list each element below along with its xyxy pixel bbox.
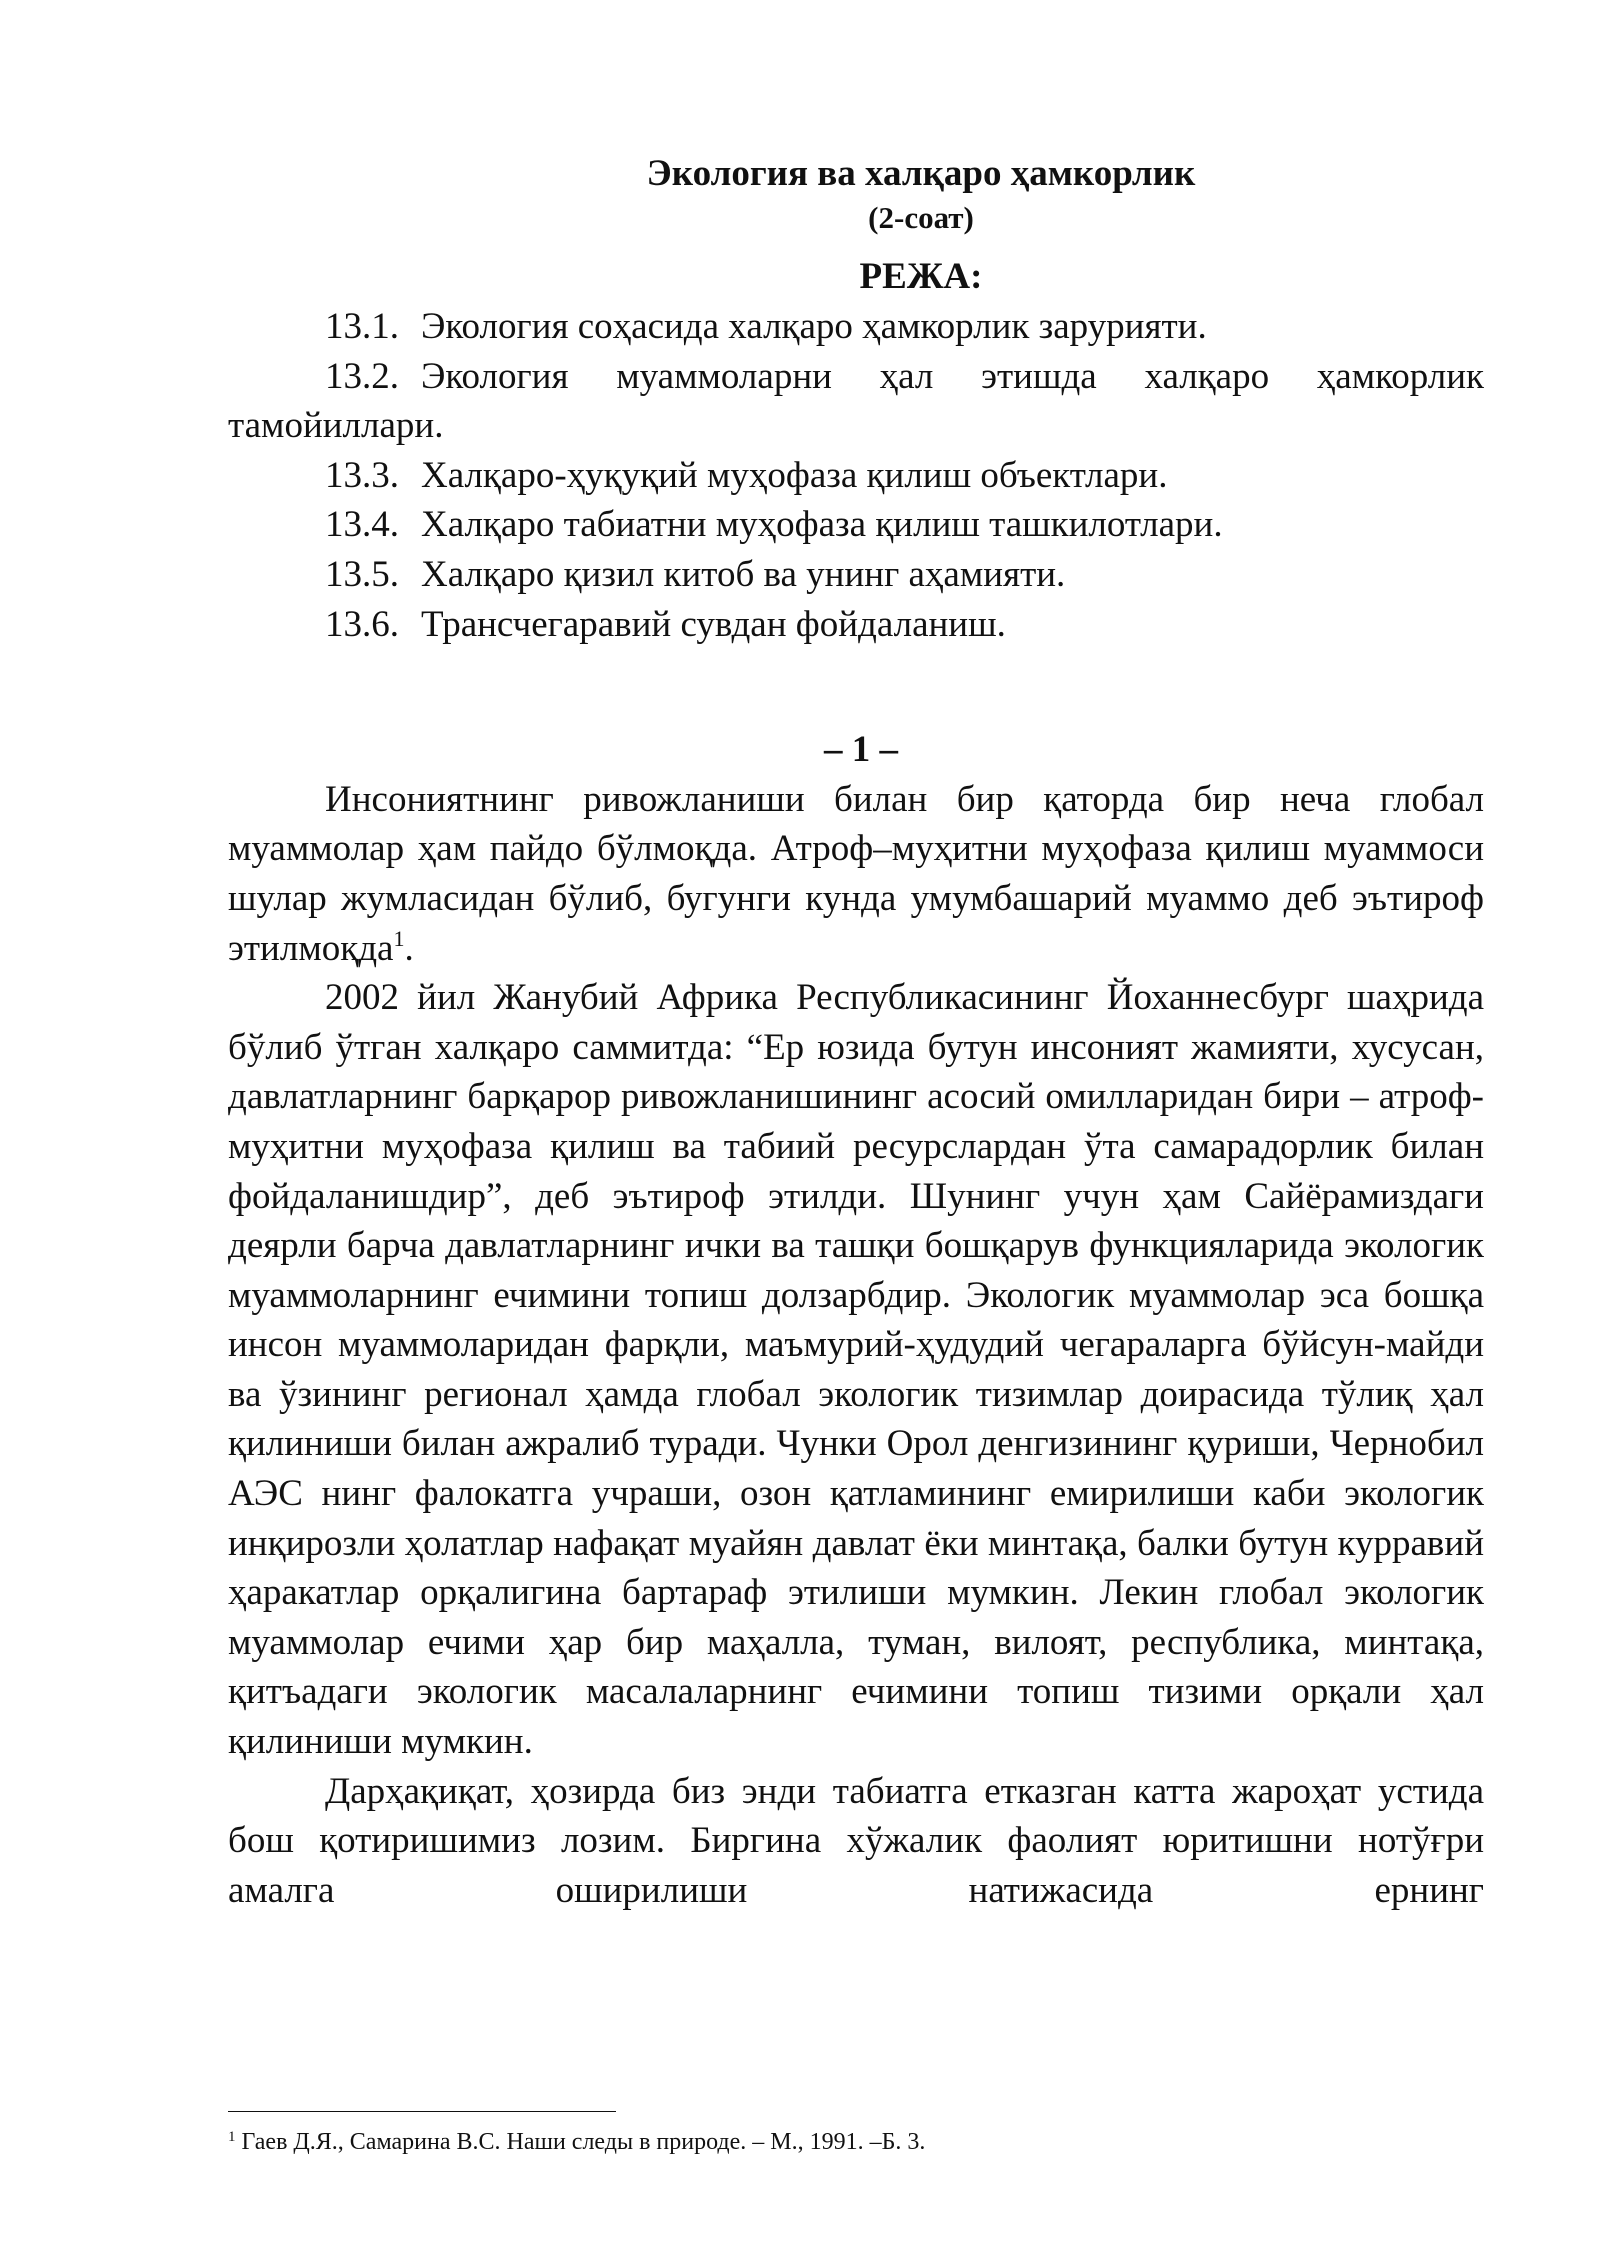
plan-item-text: Халқаро қизил китоб ва унинг аҳамияти. bbox=[421, 553, 1066, 595]
plan-item bbox=[228, 451, 1484, 501]
plan-item-number: 13.1. bbox=[325, 306, 399, 347]
page-title: Экология ва халқаро ҳамкорлик bbox=[646, 153, 1196, 194]
plan-item-text: Трансчегаравий сувдан фойдаланиш. bbox=[421, 603, 1006, 645]
section-number: – 1 – bbox=[824, 729, 898, 771]
body-paragraph: Дарҳақиқат, ҳозирда биз энди табиатга етказган катта жароҳат устида бош қотиришимиз лозим. Биргина хўжалик фаолият юритишни нотўғри амалга оширилиши натижасида ернинг bbox=[228, 1770, 1484, 1911]
paragraph-text: Инсониятнинг ривожланиши билан бир қаторда бир неча глобал муаммолар ҳам пайдо бўлмоқда. Атроф–муҳитни муҳофаза қилиш муаммоси шулар жумласидан бўлиб, бугунги кунда умумбашарий муаммо деб эътироф этилмоқда bbox=[228, 778, 1484, 969]
plan-item-text: Экология муаммоларни ҳал этишда халқаро ҳамкорлик тамойиллари. bbox=[228, 355, 1484, 447]
plan-item bbox=[228, 550, 1484, 600]
footnote-number: 1 bbox=[228, 2129, 236, 2145]
plan-item bbox=[228, 352, 1484, 451]
footnote-separator bbox=[228, 2111, 616, 2112]
plan-heading: РЕЖА: bbox=[859, 256, 983, 297]
page-subtitle: (2-соат) bbox=[868, 200, 974, 235]
footnote-reference[interactable]: 1 bbox=[393, 925, 405, 951]
plan-item-text: Халқаро-ҳуқуқий муҳофаза қилиш объектлари. bbox=[421, 454, 1168, 496]
plan-item-text: Экология соҳасида халқаро ҳамкорлик зарурияти. bbox=[421, 306, 1207, 347]
plan-item-number: 13.3. bbox=[325, 454, 399, 496]
footnote-text: Гаев Д.Я., Самарина В.С. Наши следы в природе. – М., 1991. –Б. 3. bbox=[241, 2129, 926, 2155]
page-content bbox=[228, 150, 1484, 1915]
plan-item-number: 13.6. bbox=[325, 603, 399, 645]
body-paragraph: 2002 йил Жанубий Африка Республикасининг Йоханнесбург шаҳрида бўлиб ўтган халқаро саммитда: “Ер юзида бутун инсоният жамияти, хусусан, давлатларнинг барқарор ривожланишининг асосий омилларидан бири – атроф-муҳитни муҳофаза қилиш ва табиий ресурслардан ўта самарадорлик билан фойдаланишдир”, деб эътироф этилди. Шунинг учун ҳам Сайёрамиздаги деярли барча давлатларнинг ички ва ташқи бошқарув функцияларида экологик муаммоларнинг ечимини топиш долзарбдир. Экологик муаммолар эса бошқа инсон муаммоларидан фарқли, маъмурий-ҳудудий чегараларга бўйсун-майди ва ўзининг регионал ҳамда глобал экологик тизимлар доирасида тўлиқ ҳал қилиниши билан ажралиб туради. Чунки Орол денгизининг қуриши, Чернобил АЭС нинг фалокатга учраши, озон қатламининг емирилиши каби экологик инқирозли ҳолатлар нафақат муайян давлат ёки минтақа, балки бутун курравий ҳаракатлар орқалигина бартараф этилиши мумкин. Лекин глобал экологик муаммолар ечими ҳар бир маҳалла, туман, вилоят, республика, минтақа, қитъадаги экологик масалаларнинг ечимини топиш тизими орқали ҳал қилиниши мумкин. bbox=[228, 977, 1484, 1763]
plan-item-text: Халқаро табиатни муҳофаза қилиш ташкилотлари. bbox=[421, 504, 1223, 546]
plan-item-number: 13.2. bbox=[325, 355, 399, 397]
plan-item bbox=[228, 500, 1484, 550]
plan-item bbox=[228, 302, 1484, 352]
footnote bbox=[228, 2127, 1484, 2157]
plan-item-number: 13.5. bbox=[325, 553, 399, 595]
body-paragraph: Инсониятнинг ривожланиши билан бир қаторда бир неча глобал муаммолар ҳам пайдо бўлмоқда. Атроф–муҳитни муҳофаза қилиш муаммоси шулар жумласидан бўлиб, бугунги кунда умумбашарий муаммо деб эътироф этилмоқда$^1$. bbox=[228, 778, 1484, 969]
plan-item bbox=[228, 600, 1484, 650]
plan-item-number: 13.4. bbox=[325, 504, 399, 546]
